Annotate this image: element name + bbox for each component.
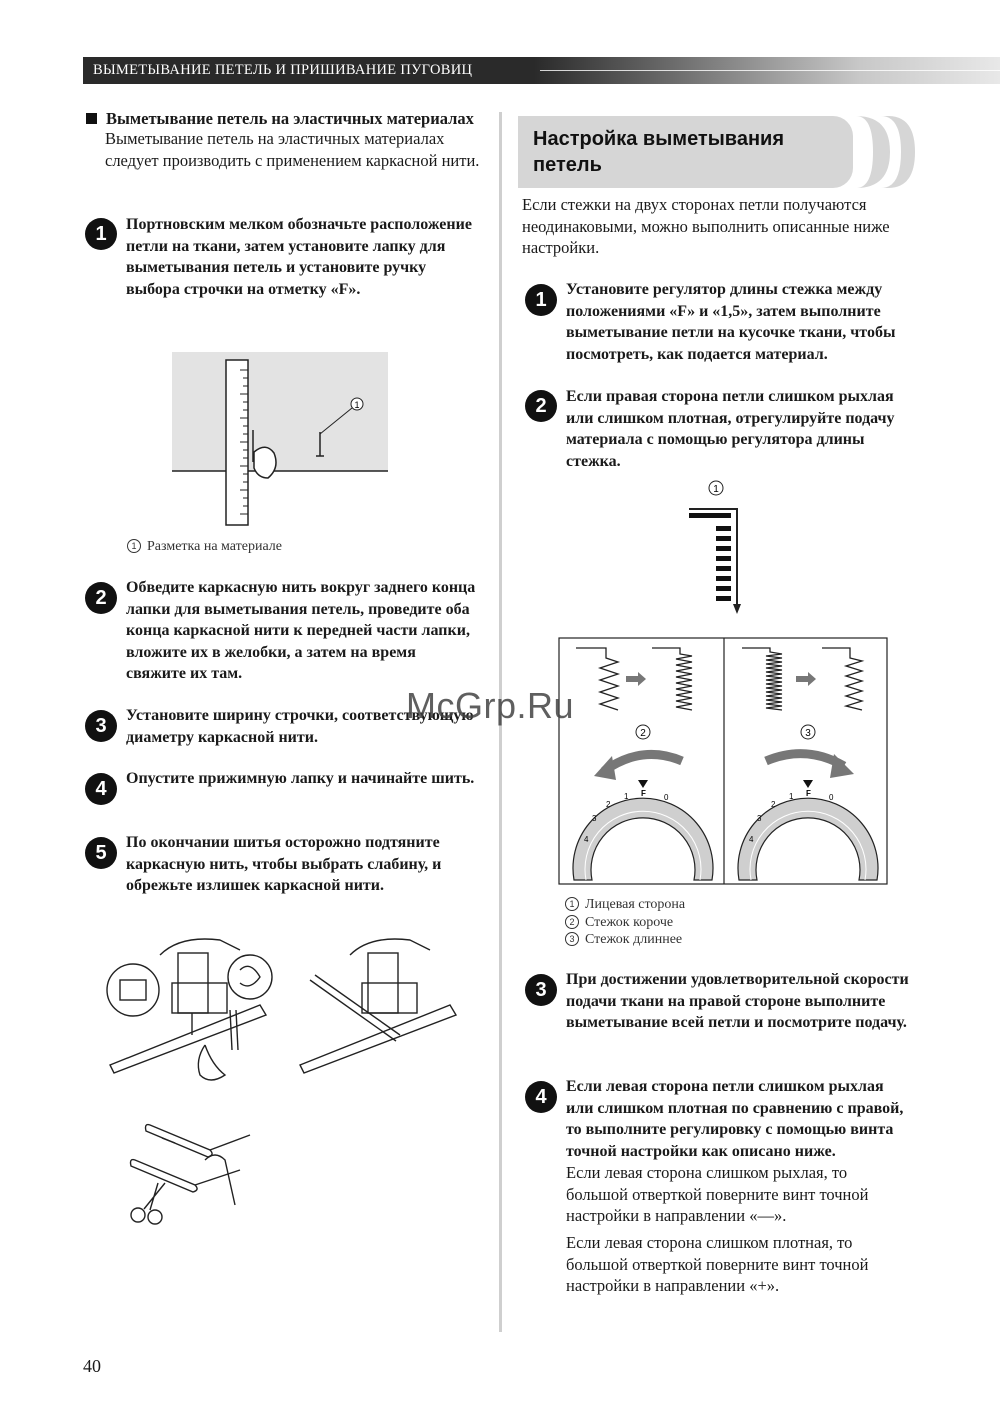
subsection-heading <box>86 108 496 130</box>
detail-circle-right <box>228 955 272 999</box>
svg-text:1: 1 <box>624 792 629 801</box>
fabric-edge-right <box>300 1005 456 1073</box>
section-title-line2: петель <box>533 154 602 176</box>
legend-item: 2 Стежок короче <box>565 914 685 932</box>
step-text-right-1: Установите регулятор длины стежка между положениями «F» и «1,5», затем выполните выметывание петли на кусочке ткани, чтобы посмотреть, как подается материал. <box>566 281 896 363</box>
step4-note-tight: Если левая сторона слишком плотная, то большой отверткой поверните винт точной настройки в направлении «+». <box>566 1233 869 1296</box>
svg-text:2: 2 <box>606 800 611 809</box>
marker-front-side-label: 1 <box>713 484 719 495</box>
svg-text:1: 1 <box>789 792 794 801</box>
svg-text:F: F <box>806 789 811 798</box>
svg-text:0: 0 <box>664 793 669 802</box>
svg-text:3: 3 <box>757 814 762 823</box>
figure2-legend <box>565 896 685 949</box>
buttonhole-top <box>146 1125 213 1157</box>
step-text-left-4: Опустите прижимную лапку и начинайте шить. <box>126 770 475 787</box>
section-title <box>533 126 784 178</box>
fabric-area <box>172 352 388 471</box>
figure-stitch-adjustment <box>556 476 890 890</box>
step-number-right-4: 4 <box>525 1081 557 1113</box>
header-title: ВЫМЕТЫВАНИЕ ПЕТЕЛЬ И ПРИШИВАНИЕ ПУГОВИЦ <box>93 62 473 78</box>
figure1-caption-number: 1 <box>127 539 141 553</box>
buttonhole-foot-right <box>362 983 417 1013</box>
step-text-left-5: По окончании шитья осторожно подтяните каркасную нить, чтобы выбрать слабину, и обрежьте излишек каркасной нити. <box>126 834 442 895</box>
scissors-icon <box>131 1208 145 1222</box>
step-number-right-1: 1 <box>525 284 557 316</box>
step-text-left-2: Обведите каркасную нить вокруг заднего конца лапки для выметывания петель, проведите оба конца каркасной нити к передней части лапки, вложите их в желобки, а затем на время свяжите их там. <box>126 579 476 683</box>
marker-longer-label: 3 <box>805 728 811 739</box>
section-intro: Если стежки на двух сторонах петли получаются неодинаковыми, можно выполнить описанные ниже настройки. <box>522 195 890 258</box>
step-number-left-5: 5 <box>85 837 117 869</box>
chalk-piece <box>254 447 276 478</box>
marker-shorter-label: 2 <box>640 728 646 739</box>
step-text-right-4: Если левая сторона петли слишком рыхлая или слишком плотная по сравнению с правой, то выполните регулировку с помощью винта точной настройки как описано ниже. <box>566 1078 904 1160</box>
hand-left <box>198 1045 225 1080</box>
watermark: McGrp.Ru <box>406 685 575 726</box>
arrow-down-icon <box>733 604 741 614</box>
section-title-line1: Настройка выметывания <box>533 128 785 150</box>
svg-text:3: 3 <box>592 814 597 823</box>
buttonhole-stitch-right <box>315 975 400 1035</box>
step-number-right-2: 2 <box>525 390 557 422</box>
step4-note-loose: Если левая сторона слишком рыхлая, то большой отверткой поверните винт точной настройки в направлении «—». <box>566 1163 869 1226</box>
legend-item: 3 Стежок длиннее <box>565 931 685 949</box>
figure-chalk-marking <box>170 350 390 530</box>
detail-circle-left <box>107 964 159 1016</box>
svg-text:F: F <box>641 789 646 798</box>
step-text-right-2: Если правая сторона петли слишком рыхлая или слишком плотная, отрегулируйте подачу материала с помощью регулятора длины стежка. <box>566 388 895 470</box>
step-number-left-3: 3 <box>85 710 117 742</box>
subsection-title: Выметывание петель на эластичных материалах <box>106 109 474 128</box>
svg-text:4: 4 <box>749 835 754 844</box>
buttonhole-bottom <box>131 1160 198 1192</box>
step-text-right-3: При достижении удовлетворительной скорости подачи ткани на правой стороне выполните выметывание всей петли и посмотрите подачу. <box>566 971 909 1032</box>
figure1-caption <box>127 538 282 556</box>
buttonhole-foot-left <box>172 983 227 1013</box>
square-bullet-icon <box>86 113 97 124</box>
callout-marker-label: 1 <box>354 400 360 410</box>
step-number-left-4: 4 <box>85 773 117 805</box>
page-number: 40 <box>83 1356 101 1376</box>
step-number-right-3: 3 <box>525 974 557 1006</box>
svg-text:0: 0 <box>829 793 834 802</box>
legend-item: 1 Лицевая сторона <box>565 896 685 914</box>
step-number-left-2: 2 <box>85 582 117 614</box>
step-text-left-3: Установите ширину строчки, соответствующую диаметру каркасной нити. <box>126 707 474 746</box>
svg-text:2: 2 <box>771 800 776 809</box>
figure1-caption-text: Разметка на материале <box>147 539 283 554</box>
stitch-bars <box>689 513 731 601</box>
fabric-edge-left <box>110 1005 266 1073</box>
header-rule <box>540 70 1000 71</box>
figure-gimp-thread <box>100 925 470 1225</box>
subsection-body: Выметывание петель на эластичных материалах следует производить с применением каркасной нити. <box>105 129 480 170</box>
step-text-left-1: Портновским мелком обозначьте расположение петли на ткани, затем установите лапку для выметывания петель и установите ручку выбора строчки на отметку «F». <box>126 216 472 298</box>
step-number-left-1: 1 <box>85 218 117 250</box>
arrow-icon <box>162 1138 175 1143</box>
svg-text:4: 4 <box>584 835 589 844</box>
